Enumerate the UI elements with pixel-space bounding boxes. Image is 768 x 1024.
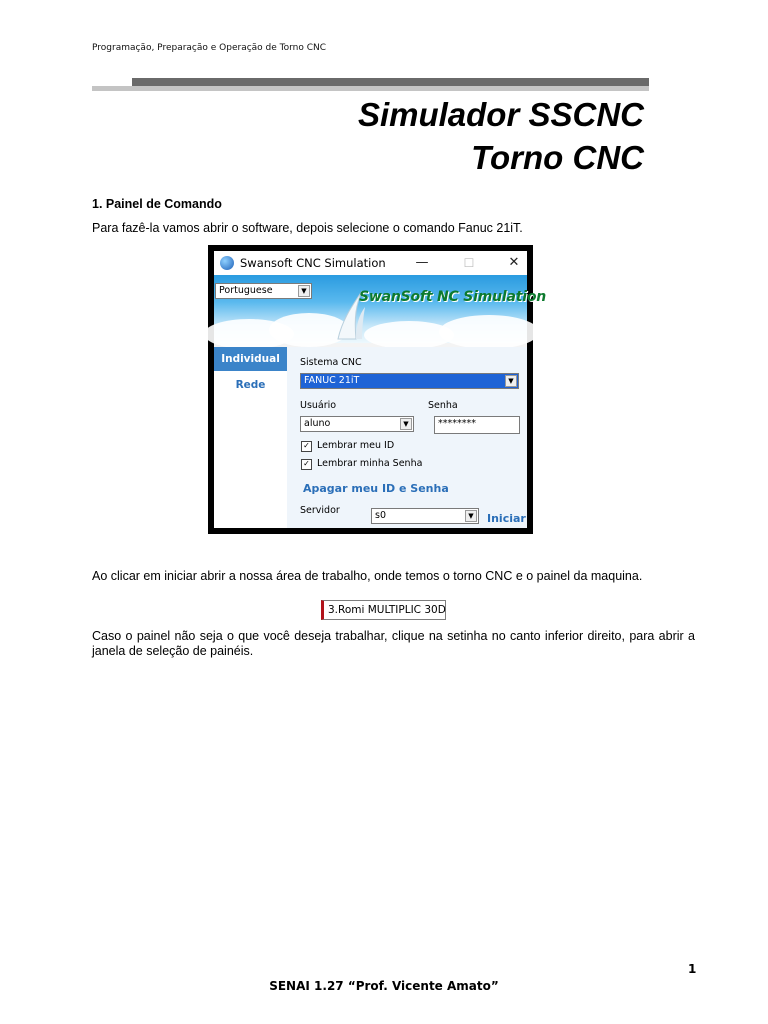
cloud-shape	[439, 315, 539, 349]
section-heading: 1. Painel de Comando	[92, 197, 222, 211]
running-header: Programação, Preparação e Operação de Torno CNC	[92, 43, 327, 53]
chevron-down-icon: ▼	[400, 418, 412, 430]
banner-title: SwanSoft NC Simulation	[359, 289, 547, 305]
user-label: Usuário	[300, 400, 337, 411]
panel-instructions-paragraph: Caso o painel não seja o que você deseja trabalhar, clique na setinha no canto inferior direito, para abrir a janela de seleção de painéis.	[92, 629, 695, 658]
chevron-down-icon: ▼	[505, 375, 517, 387]
swansoft-window	[214, 251, 547, 528]
window-title: Swansoft CNC Simulation	[240, 256, 386, 270]
nav-network-tab[interactable]: Rede	[235, 379, 266, 391]
server-label: Servidor	[300, 505, 340, 516]
page-footer: SENAI 1.27 “Prof. Vicente Amato”	[269, 979, 499, 993]
password-value: ********	[438, 418, 476, 429]
server-value: s0	[375, 510, 386, 521]
language-select[interactable]	[215, 283, 312, 299]
maximize-button[interactable]: ☐	[463, 256, 475, 270]
cnc-system-value: FANUC 21iT	[304, 375, 360, 386]
page-title-line1: Simulador SSCNC	[357, 96, 644, 133]
header-bar-dark	[132, 78, 649, 86]
header-bar-light	[92, 86, 649, 91]
chevron-down-icon: ▼	[298, 285, 310, 297]
close-button[interactable]: ✕	[508, 255, 520, 270]
language-value: Portuguese	[219, 285, 273, 296]
chevron-down-icon: ▼	[465, 510, 477, 522]
page-title-line2: Torno CNC	[471, 139, 644, 176]
remember-id-checkbox[interactable]: ✓	[301, 441, 312, 452]
remember-password-checkbox[interactable]: ✓	[301, 459, 312, 470]
server-select[interactable]	[371, 508, 479, 524]
nav-individual-tab[interactable]: Individual	[214, 347, 287, 371]
window-titlebar[interactable]	[214, 251, 527, 275]
password-label: Senha	[428, 400, 458, 411]
cnc-system-label: Sistema CNC	[300, 357, 362, 368]
user-select[interactable]	[300, 416, 414, 432]
panel-selector[interactable]: 3.Romi MULTIPLIC 30D	[321, 600, 446, 620]
workspace-paragraph: Ao clicar em iniciar abrir a nossa área de trabalho, onde temos o torno CNC e o painel da maquina.	[92, 569, 643, 583]
minimize-button[interactable]: —	[415, 255, 429, 270]
page-number: 1	[688, 962, 697, 976]
remember-password-label: Lembrar minha Senha	[317, 458, 423, 469]
cnc-system-select[interactable]	[300, 373, 519, 389]
clear-credentials-link[interactable]: Apagar meu ID e Senha	[303, 482, 449, 495]
side-nav	[214, 347, 287, 528]
password-field[interactable]	[434, 416, 520, 434]
software-screenshot	[208, 245, 547, 534]
app-icon	[220, 256, 234, 270]
user-value: aluno	[304, 418, 331, 429]
remember-id-label: Lembrar meu ID	[317, 440, 395, 451]
intro-paragraph: Para fazê-la vamos abrir o software, depois selecione o comando Fanuc 21iT.	[92, 221, 523, 235]
start-button[interactable]: Iniciar	[487, 512, 526, 525]
